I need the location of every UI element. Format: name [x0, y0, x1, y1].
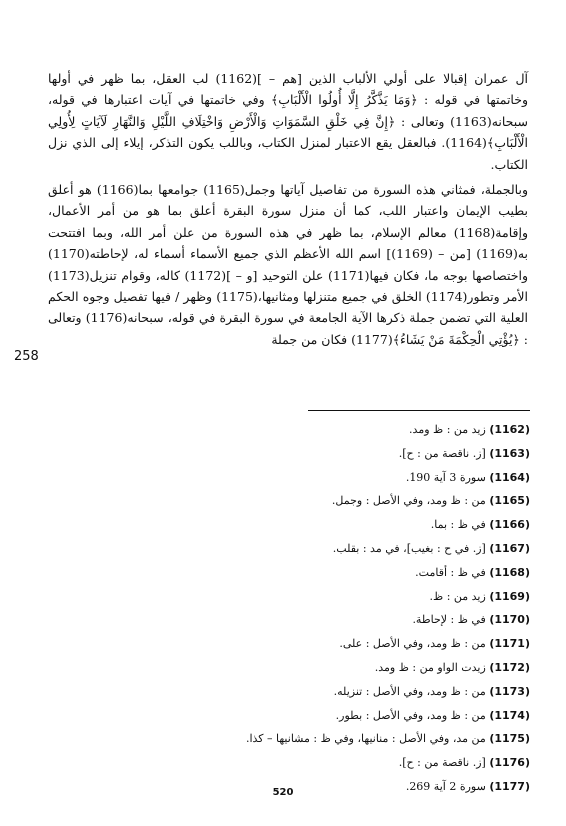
footnote-number: (1170) — [489, 613, 530, 627]
footnote-text: [ز. ناقصة من : ح]. — [398, 756, 486, 770]
footnote-number: (1171) — [489, 637, 530, 651]
main-text — [48, 68, 528, 350]
footnote-text: في ظ : لإحاطة. — [412, 613, 486, 627]
footnote-text: من : ظ ومد، وفي الأصل : وجمل. — [331, 494, 486, 508]
page-number: 520 — [272, 787, 294, 798]
footnote-number: (1173) — [489, 684, 530, 698]
footnote — [60, 513, 530, 537]
footnote-number: (1164) — [489, 470, 530, 484]
footnote-number: (1162) — [489, 423, 530, 436]
footnote-number: (1167) — [489, 541, 530, 555]
footnote-text: زيد من : ظ. — [429, 589, 486, 603]
footnote — [60, 418, 530, 442]
footnote-text: في ظ : بما. — [430, 518, 486, 532]
footnote — [60, 585, 530, 609]
footnote-text: من : ظ ومد، وفي الأصل : بطور. — [335, 708, 486, 722]
footnote — [60, 704, 530, 728]
footnote-number: (1177) — [489, 779, 530, 793]
footnote — [60, 680, 530, 704]
footnote — [60, 466, 530, 490]
footnote — [60, 608, 530, 632]
footnote-text: [ز. ناقصة من : ح]. — [398, 446, 486, 460]
footnotes — [60, 418, 530, 799]
footnote-number: (1165) — [489, 494, 530, 508]
footnote-text: من : ظ ومد، وفي الأصل : تنزيله. — [333, 684, 486, 698]
footnote — [60, 537, 530, 561]
footnote-number: (1168) — [489, 565, 530, 579]
margin-number: 258 — [14, 349, 39, 364]
footnote — [60, 632, 530, 656]
footnote — [60, 727, 530, 751]
paragraph-1: آل عمران إقبالا على أولي الألباب الذين [هم – ](1162) لب العقل، بما ظهر في أولها وخاتمتها في قوله : ﴿وَمَا يَذَّكَّرُ إِلَّا أُولُوا الْأَلْبَابِ﴾ وفي خاتمتها في آيات اعتبارها في قوله، سبحانه(1163) وتعالى : ﴿إِنَّ فِي خَلْقِ السَّمَوَاتِ وَالْأَرْضِ وَاخْتِلَافِ اللَّيْلِ وَالنَّهَارِ لَآيَاتٍ لِأُولِي الْأَلْبَابِ﴾(1164). فبالعقل يقع الاعتبار لمنزل الكتاب، وباللب يكون التذكر، إيلاء إلى الذي نزل الكتاب. — [48, 71, 528, 172]
footnote-text: سورة 2 آية 269. — [405, 779, 486, 793]
footnote — [60, 656, 530, 680]
footnote — [60, 751, 530, 775]
footnote-text: زيدت الواو من : ظ ومد. — [374, 660, 486, 674]
paragraph-2: وبالجملة، فمثاني هذه السورة من تفاصيل آياتها وجمل(1165) جوامعها بما(1166) هو أعلق بطيب الإيمان واعتبار اللب، كما أن منزل سورة البقرة أعلق بما هو من أمر الأعمال، وإقامة(1168) معالم الإسلام، بما ظهر في هذه السورة من علن أمر الله، وبما افتتحت به(1169) [من – (1169)] اسم الله الأعظم الذي جميع الأسماء أسماء له، لإحاطته(1170) واختصاصها بوجه ما، فكان فيها(1171) علن التوحيد [و – ](1172) كاله، وقوام تنزيل(1173) الأمر وتطور(1174) الخلق في جميع متنزلها ومثانيها،(1175) وظهر / فيها تفصيل وجوه الحكم العلية التي تضمن جملة ذكرها الآية الجامعة في سورة البقرة في قوله، سبحانه(1176) وتعالى : ﴿يُؤْتِي الْحِكْمَةَ مَنْ يَشَاءُ﴾(1177) فكان من جملة — [48, 182, 529, 347]
footnote-number: (1169) — [489, 589, 530, 603]
footnote — [60, 561, 530, 585]
footnote-number: (1172) — [489, 660, 530, 674]
footnote-text: [ز. في ح : بغيب]، في مد : بقلب. — [332, 541, 486, 555]
footnote-number: (1175) — [489, 732, 530, 746]
footnote — [60, 442, 530, 466]
footnote-number: (1174) — [489, 708, 530, 722]
footnote-number: (1166) — [489, 518, 530, 532]
footnote-text: زيد من : ظ ومد. — [409, 423, 486, 436]
footnote — [60, 489, 530, 513]
footnote-separator — [308, 410, 530, 411]
footnote-text: في ظ : أقامت. — [415, 565, 486, 579]
footnote-text: من : ظ ومد، وفي الأصل : على. — [339, 637, 486, 651]
footnote-text: من مد، وفي الأصل : منانيها، وفي ظ : مشانيها – كذا. — [245, 732, 486, 746]
footnote-number: (1176) — [489, 756, 530, 770]
footnote-text: سورة 3 آية 190. — [405, 470, 486, 484]
footnote-number: (1163) — [489, 446, 530, 460]
